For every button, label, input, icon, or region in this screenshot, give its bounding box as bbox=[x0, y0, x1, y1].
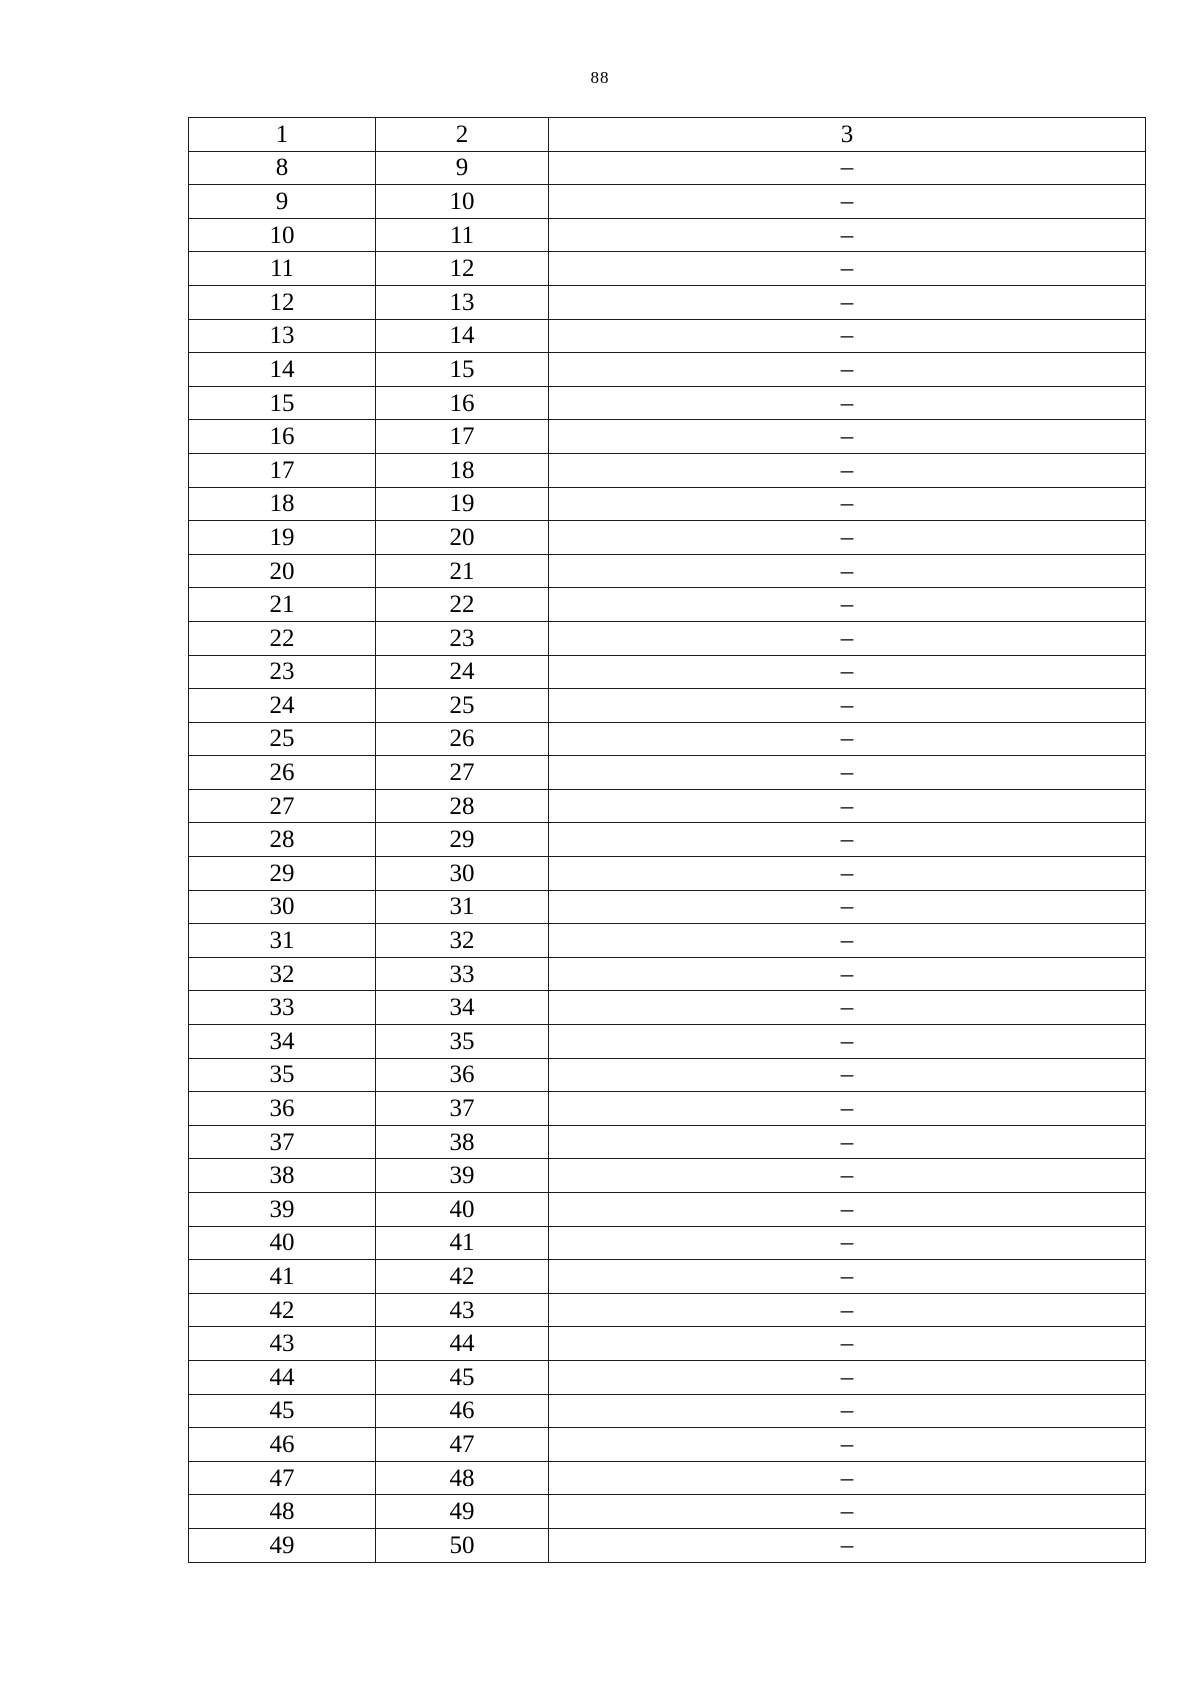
table-cell-col-3: – bbox=[549, 453, 1146, 487]
table-cell-col-3: – bbox=[549, 1293, 1146, 1327]
table-cell-col-3: – bbox=[549, 1125, 1146, 1159]
table-cell-col-3: – bbox=[549, 319, 1146, 353]
table-row bbox=[189, 1260, 1146, 1294]
table-row bbox=[189, 185, 1146, 219]
table-cell-col-3: – bbox=[549, 285, 1146, 319]
table-row bbox=[189, 1327, 1146, 1361]
table-cell-col-3: – bbox=[549, 1394, 1146, 1428]
table-cell-col-3: – bbox=[549, 420, 1146, 454]
table-cell-col-1: 10 bbox=[189, 218, 376, 252]
table-cell-col-1: 36 bbox=[189, 1092, 376, 1126]
table-cell-col-2: 22 bbox=[376, 588, 549, 622]
table-row bbox=[189, 823, 1146, 857]
table-cell-col-3: – bbox=[549, 1226, 1146, 1260]
table-header-row bbox=[189, 118, 1146, 152]
table-cell-col-1: 46 bbox=[189, 1428, 376, 1462]
table-cell-col-3: – bbox=[549, 1159, 1146, 1193]
table-cell-col-2: 40 bbox=[376, 1193, 549, 1227]
table-cell-col-1: 45 bbox=[189, 1394, 376, 1428]
table-cell-col-2: 48 bbox=[376, 1461, 549, 1495]
table-cell-col-1: 35 bbox=[189, 1058, 376, 1092]
table-cell-col-1: 13 bbox=[189, 319, 376, 353]
column-header-1: 1 bbox=[189, 118, 376, 152]
table-cell-col-2: 14 bbox=[376, 319, 549, 353]
table-row bbox=[189, 890, 1146, 924]
table-cell-col-3: – bbox=[549, 1327, 1146, 1361]
table-cell-col-2: 26 bbox=[376, 722, 549, 756]
table-cell-col-1: 32 bbox=[189, 957, 376, 991]
table-cell-col-2: 34 bbox=[376, 991, 549, 1025]
table-cell-col-2: 31 bbox=[376, 890, 549, 924]
table-cell-col-3: – bbox=[549, 1092, 1146, 1126]
table-row bbox=[189, 487, 1146, 521]
table-row bbox=[189, 588, 1146, 622]
table-cell-col-2: 43 bbox=[376, 1293, 549, 1327]
table-row bbox=[189, 857, 1146, 891]
table-row bbox=[189, 722, 1146, 756]
table-cell-col-1: 27 bbox=[189, 789, 376, 823]
table-cell-col-1: 26 bbox=[189, 756, 376, 790]
table-cell-col-1: 31 bbox=[189, 924, 376, 958]
table-cell-col-1: 22 bbox=[189, 621, 376, 655]
table-cell-col-1: 34 bbox=[189, 1025, 376, 1059]
table-row bbox=[189, 353, 1146, 387]
table-cell-col-3: – bbox=[549, 655, 1146, 689]
table-cell-col-2: 9 bbox=[376, 151, 549, 185]
table-cell-col-1: 48 bbox=[189, 1495, 376, 1529]
table-cell-col-1: 29 bbox=[189, 857, 376, 891]
table-row bbox=[189, 991, 1146, 1025]
table-cell-col-2: 45 bbox=[376, 1360, 549, 1394]
table-cell-col-1: 39 bbox=[189, 1193, 376, 1227]
table-cell-col-3: – bbox=[549, 621, 1146, 655]
table-cell-col-3: – bbox=[549, 756, 1146, 790]
table-cell-col-2: 29 bbox=[376, 823, 549, 857]
table-cell-col-3: – bbox=[549, 924, 1146, 958]
table-row bbox=[189, 756, 1146, 790]
table-row bbox=[189, 218, 1146, 252]
table-cell-col-1: 38 bbox=[189, 1159, 376, 1193]
table-row bbox=[189, 1495, 1146, 1529]
table-cell-col-3: – bbox=[549, 1360, 1146, 1394]
table-cell-col-3: – bbox=[549, 1461, 1146, 1495]
table-cell-col-2: 47 bbox=[376, 1428, 549, 1462]
table-cell-col-1: 41 bbox=[189, 1260, 376, 1294]
table-cell-col-2: 50 bbox=[376, 1528, 549, 1562]
table-row bbox=[189, 554, 1146, 588]
column-header-2: 2 bbox=[376, 118, 549, 152]
table-cell-col-2: 46 bbox=[376, 1394, 549, 1428]
table-cell-col-2: 33 bbox=[376, 957, 549, 991]
data-table bbox=[188, 117, 1146, 1563]
table-row bbox=[189, 453, 1146, 487]
table-cell-col-2: 21 bbox=[376, 554, 549, 588]
table-row bbox=[189, 1025, 1146, 1059]
table-cell-col-1: 49 bbox=[189, 1528, 376, 1562]
table-cell-col-1: 24 bbox=[189, 689, 376, 723]
table-cell-col-3: – bbox=[549, 588, 1146, 622]
table-cell-col-1: 14 bbox=[189, 353, 376, 387]
table-cell-col-3: – bbox=[549, 991, 1146, 1025]
table-row bbox=[189, 285, 1146, 319]
table-cell-col-1: 42 bbox=[189, 1293, 376, 1327]
table-cell-col-2: 11 bbox=[376, 218, 549, 252]
table-cell-col-3: – bbox=[549, 218, 1146, 252]
table-cell-col-2: 30 bbox=[376, 857, 549, 891]
table-cell-col-2: 41 bbox=[376, 1226, 549, 1260]
table-cell-col-2: 15 bbox=[376, 353, 549, 387]
table-row bbox=[189, 789, 1146, 823]
table-cell-col-1: 15 bbox=[189, 386, 376, 420]
table-cell-col-3: – bbox=[549, 1058, 1146, 1092]
table-row bbox=[189, 1360, 1146, 1394]
table-cell-col-3: – bbox=[549, 1025, 1146, 1059]
table-cell-col-1: 12 bbox=[189, 285, 376, 319]
column-header-3: 3 bbox=[549, 118, 1146, 152]
table-row bbox=[189, 1461, 1146, 1495]
table-cell-col-3: – bbox=[549, 789, 1146, 823]
table-cell-col-1: 20 bbox=[189, 554, 376, 588]
table-cell-col-1: 44 bbox=[189, 1360, 376, 1394]
table-cell-col-1: 21 bbox=[189, 588, 376, 622]
table-row bbox=[189, 1528, 1146, 1562]
table-cell-col-1: 9 bbox=[189, 185, 376, 219]
table-cell-col-3: – bbox=[549, 1428, 1146, 1462]
table-row bbox=[189, 1125, 1146, 1159]
table-cell-col-1: 37 bbox=[189, 1125, 376, 1159]
table-cell-col-2: 20 bbox=[376, 521, 549, 555]
table-row bbox=[189, 420, 1146, 454]
table-cell-col-2: 16 bbox=[376, 386, 549, 420]
table-cell-col-3: – bbox=[549, 957, 1146, 991]
table-cell-col-2: 27 bbox=[376, 756, 549, 790]
table-cell-col-2: 10 bbox=[376, 185, 549, 219]
table-row bbox=[189, 521, 1146, 555]
table-cell-col-1: 43 bbox=[189, 1327, 376, 1361]
table-cell-col-2: 12 bbox=[376, 252, 549, 286]
table-cell-col-2: 13 bbox=[376, 285, 549, 319]
table-row bbox=[189, 1193, 1146, 1227]
table-cell-col-1: 25 bbox=[189, 722, 376, 756]
table-cell-col-1: 11 bbox=[189, 252, 376, 286]
table-cell-col-1: 23 bbox=[189, 655, 376, 689]
table-row bbox=[189, 655, 1146, 689]
table-cell-col-1: 30 bbox=[189, 890, 376, 924]
table-cell-col-3: – bbox=[549, 1260, 1146, 1294]
table-cell-col-1: 16 bbox=[189, 420, 376, 454]
table-cell-col-3: – bbox=[549, 554, 1146, 588]
table-cell-col-1: 40 bbox=[189, 1226, 376, 1260]
table-cell-col-2: 36 bbox=[376, 1058, 549, 1092]
table-row bbox=[189, 957, 1146, 991]
table-cell-col-3: – bbox=[549, 353, 1146, 387]
table-cell-col-2: 38 bbox=[376, 1125, 549, 1159]
table-row bbox=[189, 1058, 1146, 1092]
table-cell-col-2: 23 bbox=[376, 621, 549, 655]
table-cell-col-3: – bbox=[549, 1193, 1146, 1227]
table-cell-col-1: 8 bbox=[189, 151, 376, 185]
table-cell-col-3: – bbox=[549, 823, 1146, 857]
table-row bbox=[189, 1293, 1146, 1327]
table-cell-col-2: 32 bbox=[376, 924, 549, 958]
table-row bbox=[189, 621, 1146, 655]
table-row bbox=[189, 924, 1146, 958]
table-cell-col-1: 19 bbox=[189, 521, 376, 555]
table-cell-col-3: – bbox=[549, 857, 1146, 891]
table-row bbox=[189, 1226, 1146, 1260]
page-number: 88 bbox=[590, 68, 610, 87]
table-row bbox=[189, 151, 1146, 185]
table-row bbox=[189, 1394, 1146, 1428]
table-row bbox=[189, 252, 1146, 286]
table-cell-col-2: 49 bbox=[376, 1495, 549, 1529]
table-row bbox=[189, 1159, 1146, 1193]
table-cell-col-3: – bbox=[549, 1528, 1146, 1562]
table-cell-col-2: 28 bbox=[376, 789, 549, 823]
table-cell-col-3: – bbox=[549, 521, 1146, 555]
table-cell-col-1: 33 bbox=[189, 991, 376, 1025]
table-cell-col-3: – bbox=[549, 151, 1146, 185]
table-cell-col-3: – bbox=[549, 386, 1146, 420]
table-row bbox=[189, 1428, 1146, 1462]
table-cell-col-2: 44 bbox=[376, 1327, 549, 1361]
table-cell-col-3: – bbox=[549, 689, 1146, 723]
table-cell-col-2: 19 bbox=[376, 487, 549, 521]
table-cell-col-2: 39 bbox=[376, 1159, 549, 1193]
table-cell-col-2: 25 bbox=[376, 689, 549, 723]
table-cell-col-2: 24 bbox=[376, 655, 549, 689]
table-body bbox=[189, 151, 1146, 1562]
table-cell-col-2: 18 bbox=[376, 453, 549, 487]
table-cell-col-3: – bbox=[549, 185, 1146, 219]
table-cell-col-2: 35 bbox=[376, 1025, 549, 1059]
table-cell-col-3: – bbox=[549, 1495, 1146, 1529]
table-cell-col-1: 28 bbox=[189, 823, 376, 857]
table-row bbox=[189, 1092, 1146, 1126]
table-cell-col-3: – bbox=[549, 252, 1146, 286]
table-cell-col-3: – bbox=[549, 487, 1146, 521]
table-cell-col-1: 47 bbox=[189, 1461, 376, 1495]
table-row bbox=[189, 386, 1146, 420]
table-cell-col-3: – bbox=[549, 722, 1146, 756]
table-cell-col-2: 42 bbox=[376, 1260, 549, 1294]
table-row bbox=[189, 319, 1146, 353]
table-cell-col-1: 18 bbox=[189, 487, 376, 521]
table-cell-col-3: – bbox=[549, 890, 1146, 924]
table-row bbox=[189, 689, 1146, 723]
table-cell-col-2: 37 bbox=[376, 1092, 549, 1126]
table-cell-col-1: 17 bbox=[189, 453, 376, 487]
table-cell-col-2: 17 bbox=[376, 420, 549, 454]
